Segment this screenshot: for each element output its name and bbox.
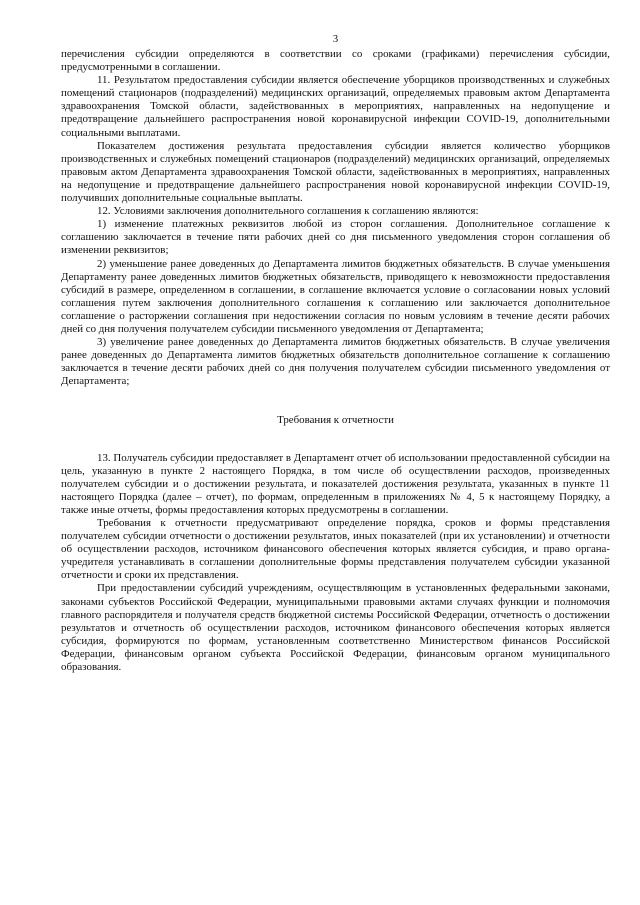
section-heading: Требования к отчетности [277,414,394,427]
paragraph-item-11: 11. Результатом предоставления субсидии является обеспечение уборщиков производственных и служебных помещений стационаров (подразделений) медицинских организаций, определяемых правовым актом Департамента здравоохранения Томской области, задействованных в мероприятиях, направленных на недопущение и предотвращение дальнейшего распространения новой коронавирусной инфекции COVID-19, дополнительными социальными выплатами. [61,74,610,139]
page-number: 3 [332,34,339,45]
paragraph-condition-2: 2) уменьшение ранее доведенных до Департамента лимитов бюджетных обязательств. В случае уменьшения Департаменту ранее доведенных лимитов бюджетных обязательств, приводящего к невозможности предоставления субсидий в размере, определенном в соглашении, в соглашение включается условие о согласовании новых условий соглашения путем заключения дополнительного соглашения к соглашению или заключается дополнительное соглашение о расторжении соглашения при недостижении согласия по новым условиям в течение десяти рабочих дней со дня получения получателем субсидии письменного уведомления от Департамента; [61,257,610,335]
document-page [61,34,610,674]
paragraph-item-12: 12. Условиями заключения дополнительного соглашения к соглашению являются: [97,205,479,218]
paragraph-result-indicator: Показателем достижения результата предоставления субсидии является количество уборщиков производственных и служебных помещений стационаров (подразделений) медицинских организаций, определяемых правовым актом Департамента здравоохранения Томской области, задействованных в мероприятиях, направленных на недопущение и предотвращение дальнейшего распространения новой коронавирусной инфекции COVID-19, получивших дополнительные социальные выплаты. [61,139,610,205]
paragraph-item-13: 13. Получатель субсидии предоставляет в Департамент отчет об использовании предоставленной субсидии на цель, указанную в пункте 2 настоящего Порядка, в том числе об осуществлении расходов, произведенных получателем субсидии и о достижении результата, и показателей достижения результата, указанных в пункте 11 настоящего Порядка (далее – отчет), по формам, определенным в приложениях № 4, 5 к настоящему Порядку, а также иные отчеты, формы предоставления которых предусмотрены в соглашении. [61,451,610,516]
paragraph-continuation: перечисления субсидии определяются в соответствии со сроками (графиками) перечисления субсидии, предусмотренными в соглашении. [61,48,610,74]
paragraph-reporting-requirements: Требования к отчетности предусматривают определение порядка, сроков и формы представления получателем субсидии отчетности о достижении результатов, иных показателей (при их установлении) и отчетности об осуществлении расходов, источником финансового обеспечения которых является субсидия, и право органа-учредителя устанавливать в соглашении дополнительные формы представления получателем субсидии указанной отчетности и сроки их представления. [61,517,610,582]
paragraph-condition-3: 3) увеличение ранее доведенных до Департамента лимитов бюджетных обязательств. В случае увеличения ранее доведенных до Департамента лимитов бюджетных обязательств дополнительное соглашение к соглашению заключается в течение десяти рабочих дней со дня получения получателем субсидии письменного уведомления от Департамента; [61,336,610,388]
section-spacer [61,388,610,414]
section-spacer [61,428,610,452]
paragraph-institutions-reporting: При предоставлении субсидий учреждениям, осуществляющим в установленных федеральными законами, законами субъектов Российской Федерации, муниципальными правовыми актами случаях функции и полномочия главного распорядителя и получателя средств бюджетной системы Российской Федерации, отчетность о достижении результатов и отчетность об осуществлении расходов, источником финансового обеспечения которых является субсидия, формируются по формам, установленным соответственно Министерством финансов Российской Федерации, финансовым органом субъекта Российской Федерации, финансовым органом муниципального образования. [61,582,610,674]
paragraph-condition-1: 1) изменение платежных реквизитов любой из сторон соглашения. Дополнительное соглашение к соглашению заключается в течение пяти рабочих дней со дня письменного уведомления сторон соглашения об изменении реквизитов; [61,218,610,257]
